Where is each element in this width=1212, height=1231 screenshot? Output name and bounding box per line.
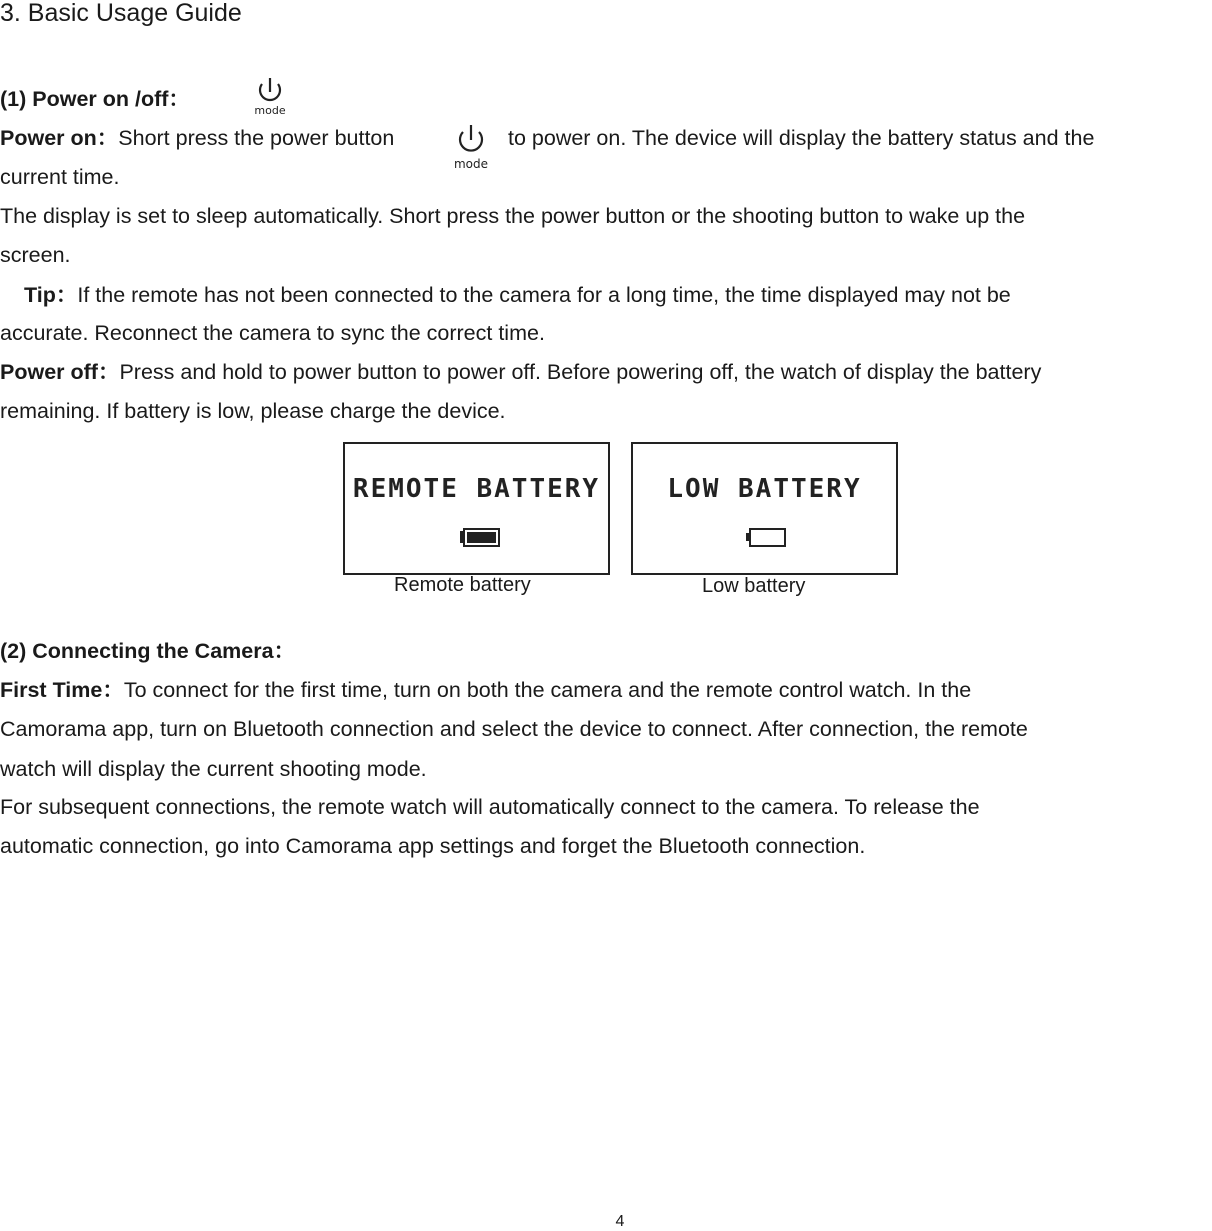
section-heading-connecting: (2) Connecting the Camera：: [0, 639, 296, 663]
subsequent-line-1: For subsequent connections, the remote watch will automatically connect to the camera. To release the: [0, 795, 980, 819]
battery-level-fill: [467, 532, 496, 543]
remote-battery-caption: Remote battery: [394, 574, 531, 596]
low-battery-screen: [631, 442, 898, 575]
power-on-text-a: Short press the power button: [118, 126, 395, 150]
sleep-line-2: screen.: [0, 243, 71, 267]
tip-label: Tip：: [24, 283, 78, 307]
first-time-line-3: watch will display the current shooting mode.: [0, 757, 427, 781]
power-on-text-c: current time.: [0, 165, 120, 189]
page-title: 3. Basic Usage Guide: [0, 0, 242, 27]
tip-line-1: [24, 282, 1011, 308]
battery-full-icon: [459, 528, 501, 553]
power-on-text-b: to power on. The device will display the battery status and the: [508, 126, 1095, 150]
section-heading-power: (1) Power on /off：: [0, 87, 190, 111]
power-off-label: Power off：: [0, 360, 120, 384]
tip-line-2: accurate. Reconnect the camera to sync the correct time.: [0, 321, 545, 345]
power-off-line: [0, 359, 1041, 385]
power-mode-icon: [250, 76, 290, 118]
low-battery-caption: Low battery: [702, 575, 806, 597]
sleep-line-1: The display is set to sleep automatically. Short press the power button or the shooting button to wake up the: [0, 204, 1026, 228]
first-time-line-2: Camorama app, turn on Bluetooth connection and select the device to connect. After connection, the remote: [0, 717, 1028, 741]
first-time-label: First Time：: [0, 678, 124, 702]
page-number: 4: [615, 1213, 625, 1230]
power-mode-icon-inline: [450, 122, 492, 174]
mode-label-inline: mode: [453, 157, 489, 171]
battery-empty-icon: [745, 528, 787, 553]
power-on-line: [0, 125, 394, 151]
first-time-text-1: To connect for the first time, turn on both the camera and the remote control watch. In the: [123, 678, 972, 702]
low-battery-screen-text: LOW BATTERY: [667, 474, 862, 504]
remote-battery-screen: [343, 442, 610, 575]
power-off-text-1: Press and hold to power button to power off. Before powering off, the watch of display the battery: [119, 360, 1042, 384]
mode-label: mode: [254, 104, 286, 117]
power-off-line-2: remaining. If battery is low, please charge the device.: [0, 399, 506, 423]
subsequent-line-2: automatic connection, go into Camorama app settings and forget the Bluetooth connection.: [0, 834, 866, 858]
power-on-label: Power on：: [0, 126, 119, 150]
remote-battery-screen-text: REMOTE BATTERY: [352, 474, 601, 504]
first-time-line-1: [0, 677, 971, 703]
tip-text-1: If the remote has not been connected to the camera for a long time, the time displayed may not be: [77, 283, 1011, 307]
